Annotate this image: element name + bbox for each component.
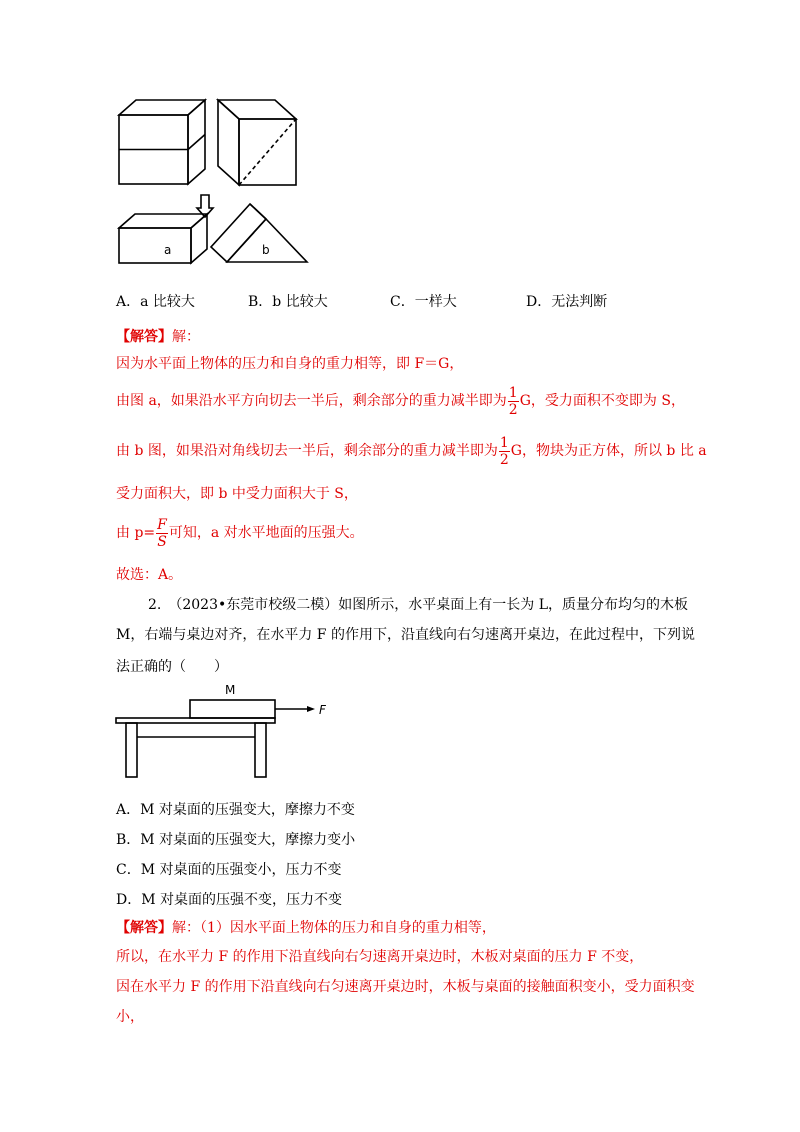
label-b: b (262, 243, 270, 257)
q2-answer-line-1 (116, 919, 496, 937)
q2-stem-line-1: 2. （2023•东莞市校级二模）如图所示，水平桌面上有一长为 L，质量分布均匀的木板 (148, 597, 688, 613)
q1-option-a: A．a 比较大 (116, 294, 195, 310)
line5-prefix: 由 p= (116, 525, 156, 541)
q1-conclusion: 故选：A。 (116, 567, 183, 583)
q1-option-b: B．b 比较大 (248, 294, 328, 310)
line5-suffix: 可知，a 对水平地面的压强大。 (168, 525, 364, 541)
stacked-cube-shape (119, 100, 205, 184)
q1-option-d: D．无法判断 (526, 294, 608, 310)
fraction-denominator: 2 (499, 451, 509, 468)
answer-tag: 【解答】 (116, 920, 172, 936)
label-f: F (319, 703, 326, 717)
q1-answer-line-2 (116, 383, 685, 419)
q2-answer-line-3: 因在水平力 F 的作用下沿直线向右匀速离开桌边时，木板与桌面的接触面积变小，受力面积变 (116, 979, 695, 995)
fraction-numerator: 1 (508, 384, 518, 401)
answer-text: 解：（1）因水平面上物体的压力和自身的重力相等， (172, 920, 496, 936)
force-arrow-head-icon (307, 706, 315, 712)
label-m: M (225, 683, 236, 697)
half-block-a-shape (119, 214, 207, 263)
q2-option-b: B．M 对桌面的压强变大，摩擦力变小 (116, 832, 356, 848)
table-leg-left (126, 723, 137, 777)
half-fraction (499, 435, 510, 468)
table-leg-right (255, 723, 266, 777)
table-top-shape (116, 718, 275, 723)
q1-answer-line-1: 因为水平面上物体的压力和自身的重力相等，即 F＝G， (116, 356, 464, 372)
board-m-shape (190, 700, 275, 718)
q1-answer-line-3 (116, 433, 707, 469)
cube-diagonal-shape (218, 100, 296, 185)
q2-figure (112, 680, 352, 782)
fraction-denominator: 2 (508, 401, 518, 418)
q1-answer-heading (116, 328, 200, 346)
fraction-numerator: 1 (499, 434, 509, 451)
prism-b-shape (211, 204, 307, 262)
q2-stem-line-2: M，右端与桌边对齐，在水平力 F 的作用下，沿直线向右匀速离开桌边，在此过程中，下列说 (116, 627, 695, 643)
q1-option-c: C．一样大 (390, 294, 457, 310)
answer-tag: 【解答】 (116, 329, 172, 345)
q2-answer-line-4: 小， (116, 1009, 144, 1025)
half-fraction (508, 385, 519, 418)
line3-suffix: G，物块为正方体，所以 b 比 a (510, 443, 707, 459)
pressure-fraction (156, 517, 168, 550)
q1-answer-line-4: 受力面积大，即 b 中受力面积大于 S， (116, 486, 358, 502)
q2-stem-line-3: 法正确的（ ） (116, 659, 228, 675)
q2-answer-line-2: 所以，在水平力 F 的作用下沿直线向右匀速离开桌边时，木板对桌面的压力 F 不变， (116, 949, 644, 965)
q2-option-a: A．M 对桌面的压强变大，摩擦力不变 (116, 802, 355, 818)
q2-option-c: C．M 对桌面的压强变小，压力不变 (116, 862, 342, 878)
line2-prefix: 由图 a，如果沿水平方向切去一半后，剩余部分的重力减半即为 (116, 393, 507, 409)
q1-answer-line-5 (116, 515, 364, 551)
answer-colon: 解： (172, 329, 200, 345)
q2-option-d: D．M 对桌面的压强不变，压力不变 (116, 892, 343, 908)
q1-figure (112, 95, 327, 270)
fraction-numerator: F (157, 516, 167, 533)
line2-suffix: G，受力面积不变即为 S， (519, 393, 685, 409)
line3-prefix: 由 b 图，如果沿对角线切去一半后，剩余部分的重力减半即为 (116, 443, 498, 459)
fraction-denominator: S (157, 533, 167, 550)
label-a: a (164, 243, 172, 257)
